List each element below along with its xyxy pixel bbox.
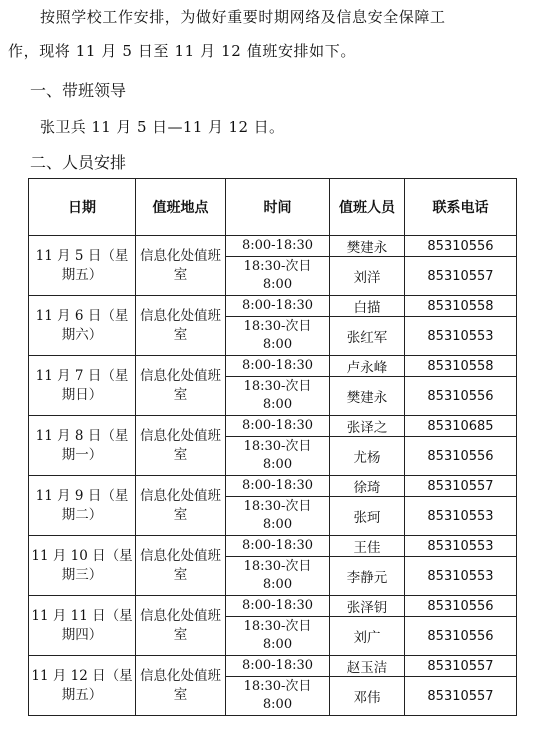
cell-place: 信息化处值班室	[136, 656, 226, 716]
cell-time: 8:00-18:30	[226, 296, 330, 317]
cell-phone: 85310558	[405, 356, 517, 377]
cell-phone: 85310557	[405, 257, 517, 296]
section-heading-leader: 一、带班领导	[30, 81, 127, 100]
table-row	[29, 416, 517, 437]
cell-date: 11 月 5 日（星期五）	[29, 236, 136, 296]
table-row	[29, 236, 517, 257]
header-time: 时间	[226, 179, 330, 236]
cell-person: 樊建永	[330, 377, 405, 416]
cell-time: 8:00-18:30	[226, 236, 330, 257]
header-place: 值班地点	[136, 179, 226, 236]
cell-date: 11 月 12 日（星期五）	[29, 656, 136, 716]
header-phone: 联系电话	[405, 179, 517, 236]
cell-date: 11 月 10 日（星期三）	[29, 536, 136, 596]
cell-time: 18:30-次日 8:00	[226, 617, 330, 656]
cell-time: 8:00-18:30	[226, 416, 330, 437]
cell-phone: 85310557	[405, 656, 517, 677]
cell-phone: 85310556	[405, 596, 517, 617]
cell-place: 信息化处值班室	[136, 236, 226, 296]
cell-person: 刘洋	[330, 257, 405, 296]
cell-time: 8:00-18:30	[226, 536, 330, 557]
cell-place: 信息化处值班室	[136, 596, 226, 656]
cell-phone: 85310557	[405, 476, 517, 497]
cell-phone: 85310685	[405, 416, 517, 437]
cell-phone: 85310553	[405, 536, 517, 557]
header-date: 日期	[29, 179, 136, 236]
table-row	[29, 596, 517, 617]
table-header-row	[29, 179, 517, 236]
cell-time: 18:30-次日 8:00	[226, 677, 330, 716]
cell-phone: 85310556	[405, 437, 517, 476]
cell-time: 8:00-18:30	[226, 356, 330, 377]
cell-phone: 85310556	[405, 617, 517, 656]
cell-person: 白描	[330, 296, 405, 317]
table-row	[29, 296, 517, 317]
cell-date: 11 月 9 日（星期二）	[29, 476, 136, 536]
cell-time: 18:30-次日 8:00	[226, 437, 330, 476]
cell-person: 赵玉洁	[330, 656, 405, 677]
cell-person: 张珂	[330, 497, 405, 536]
cell-time: 8:00-18:30	[226, 656, 330, 677]
cell-person: 卢永峰	[330, 356, 405, 377]
cell-phone: 85310557	[405, 677, 517, 716]
cell-time: 18:30-次日 8:00	[226, 557, 330, 596]
cell-phone: 85310553	[405, 557, 517, 596]
cell-date: 11 月 6 日（星期六）	[29, 296, 136, 356]
duty-schedule-table	[28, 178, 517, 716]
cell-person: 张红军	[330, 317, 405, 356]
cell-time: 18:30-次日 8:00	[226, 497, 330, 536]
cell-time: 18:30-次日 8:00	[226, 377, 330, 416]
table-row	[29, 536, 517, 557]
cell-place: 信息化处值班室	[136, 476, 226, 536]
table-row	[29, 656, 517, 677]
cell-place: 信息化处值班室	[136, 296, 226, 356]
cell-phone: 85310558	[405, 296, 517, 317]
cell-date: 11 月 7 日（星期日）	[29, 356, 136, 416]
table-row	[29, 476, 517, 497]
header-person: 值班人员	[330, 179, 405, 236]
intro-paragraph	[0, 0, 541, 68]
cell-place: 信息化处值班室	[136, 536, 226, 596]
cell-phone: 85310556	[405, 377, 517, 416]
cell-phone: 85310556	[405, 236, 517, 257]
cell-time: 8:00-18:30	[226, 476, 330, 497]
cell-time: 18:30-次日 8:00	[226, 317, 330, 356]
cell-person: 尤杨	[330, 437, 405, 476]
cell-person: 李静元	[330, 557, 405, 596]
cell-place: 信息化处值班室	[136, 356, 226, 416]
cell-person: 王佳	[330, 536, 405, 557]
cell-phone: 85310553	[405, 497, 517, 536]
cell-place: 信息化处值班室	[136, 416, 226, 476]
cell-person: 张译之	[330, 416, 405, 437]
cell-date: 11 月 11 日（星期四）	[29, 596, 136, 656]
intro-line-2: 作，现将 11 月 5 日至 11 月 12 值班安排如下。	[8, 42, 356, 60]
cell-time: 8:00-18:30	[226, 596, 330, 617]
cell-person: 徐琦	[330, 476, 405, 497]
cell-person: 邓伟	[330, 677, 405, 716]
cell-person: 张泽钥	[330, 596, 405, 617]
cell-person: 樊建永	[330, 236, 405, 257]
cell-phone: 85310553	[405, 317, 517, 356]
table-row	[29, 356, 517, 377]
leader-text: 张卫兵 11 月 5 日—11 月 12 日。	[40, 118, 285, 136]
cell-time: 18:30-次日 8:00	[226, 257, 330, 296]
table-body	[29, 236, 517, 716]
cell-date: 11 月 8 日（星期一）	[29, 416, 136, 476]
section-heading-staff: 二、人员安排	[30, 153, 127, 172]
intro-line-1: 按照学校工作安排，为做好重要时期网络及信息安全保障工	[40, 8, 446, 26]
cell-person: 刘广	[330, 617, 405, 656]
